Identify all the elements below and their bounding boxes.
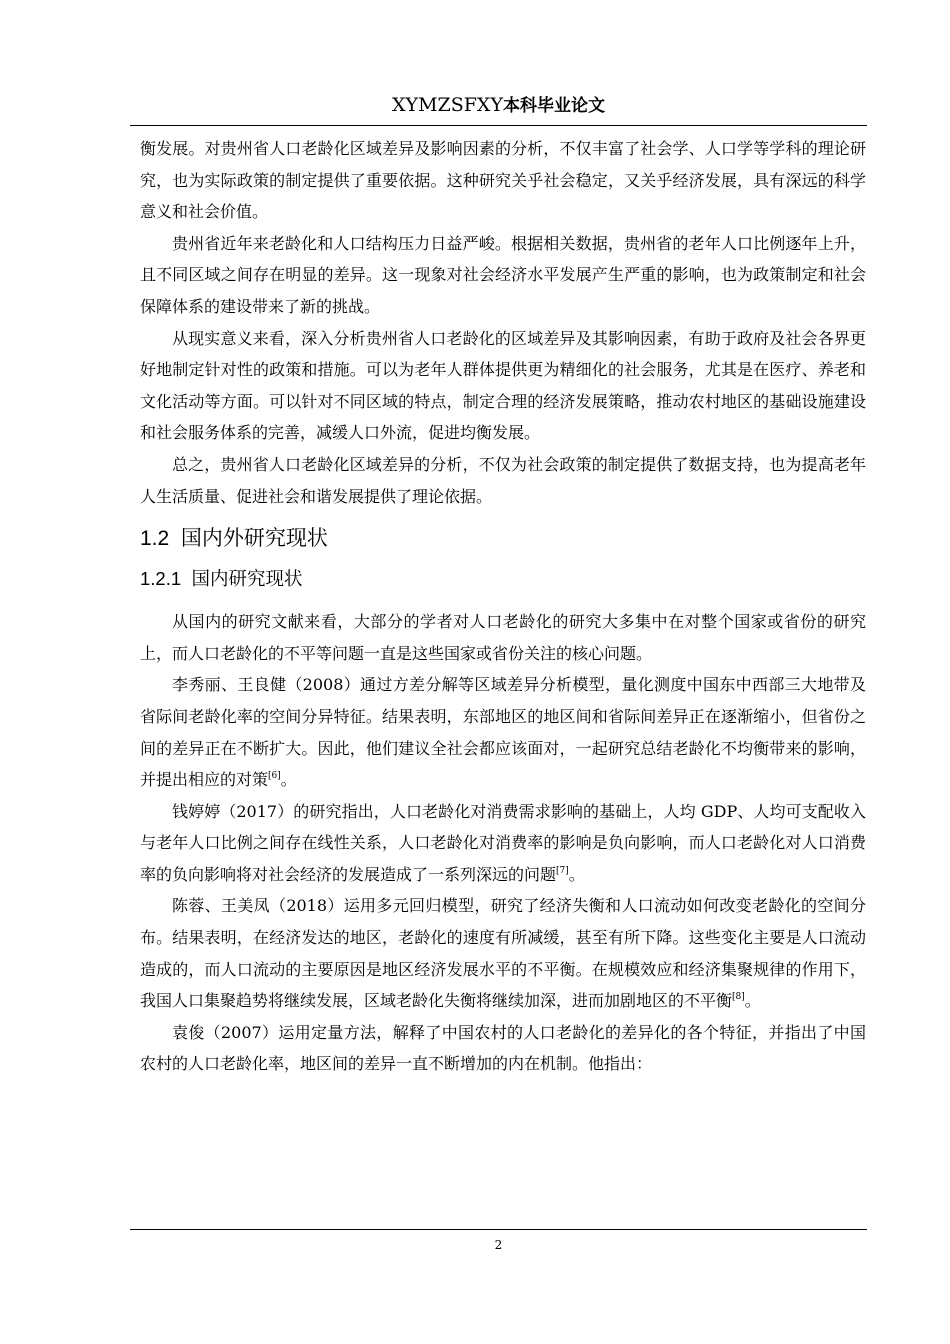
section-heading	[140, 520, 866, 558]
paragraph: 陈蓉、王美凤（2018）运用多元回归模型，研究了经济失衡和人口流动如何改变老龄化的空间分布。结果表明，在经济发达的地区，老龄化的速度有所减缓，甚至有所下降。这些变化主要是人口流动造成的，而人口流动的主要原因是地区经济发展水平的不平衡。在规模效应和经济集聚规律的作用下，我国人口集聚趋势将继续发展，区域老龄化失衡将继续加深，进而加剧地区的不平衡[8]。	[140, 896, 866, 1011]
paragraph: 从现实意义来看，深入分析贵州省人口老龄化的区域差异及其影响因素，有助于政府及社会各界更好地制定针对性的政策和措施。可以为老年人群体提供更为精细化的社会服务，尤其是在医疗、养老和文化活动等方面。可以针对不同区域的特点，制定合理的经济发展策略，推动农村地区的基础设施建设和社会服务体系的完善，减缓人口外流，促进均衡发展。	[140, 328, 866, 443]
paragraph: 钱婷婷（2017）的研究指出，人口老龄化对消费需求影响的基础上，人均 GDP、人均可支配收入与老年人口比例之间存在线性关系，人口老龄化对消费率的影响是负向影响，而人口老龄化对人口消费率的负向影响将对社会经济的发展造成了一系列深远的问题[7]。	[140, 801, 866, 884]
section-title: 国内外研究现状	[180, 527, 328, 551]
paragraph: 从国内的研究文献来看，大部分的学者对人口老龄化的研究大多集中在对整个国家或省份的研究上，而人口老龄化的不平等问题一直是这些国家或省份关注的核心问题。	[140, 612, 866, 663]
subsection-heading	[140, 560, 866, 598]
citation: [8]	[732, 992, 745, 1003]
citation: [6]	[268, 771, 281, 782]
paragraph: 李秀丽、王良健（2008）通过方差分解等区域差异分析模型，量化测度中国东中西部三大地带及省际间老龄化率的空间分异特征。结果表明，东部地区的地区间和省际间差异正在逐渐缩小，但省份之间的差异正在不断扩大。因此，他们建议全社会都应该面对，一起研究总结老龄化不均衡带来的影响，并提出相应的对策[6]。	[140, 675, 866, 790]
header-cjk: 本科毕业论文	[503, 96, 605, 116]
paragraph: 袁俊（2007）运用定量方法，解释了中国农村的人口老龄化的差异化的各个特征，并指出了中国农村的人口老龄化率，地区间的差异一直不断增加的内在机制。他指出：	[140, 1022, 866, 1074]
paragraph: 衡发展。对贵州省人口老龄化区域差异及影响因素的分析，不仅丰富了社会学、人口学等学科的理论研究，也为实际政策的制定提供了重要依据。这种研究关乎社会稳定，又关乎经济发展，具有深远的科学意义和社会价值。	[140, 139, 866, 222]
page-number: 2	[494, 1238, 503, 1252]
footer-rule	[130, 1229, 867, 1230]
header-rule	[130, 125, 867, 126]
section-number: 1.2	[140, 527, 170, 551]
citation: [7]	[556, 865, 569, 876]
page-header	[130, 92, 867, 119]
body-text	[140, 133, 866, 1080]
header-latin: XYMZSFXY	[392, 94, 503, 116]
paragraph: 贵州省近年来老龄化和人口结构压力日益严峻。根据相关数据，贵州省的老年人口比例逐年上升，且不同区域之间存在明显的差异。这一现象对社会经济水平发展产生严重的影响，也为政策制定和社会保障体系的建设带来了新的挑战。	[140, 233, 866, 316]
subsection-title: 国内研究现状	[191, 568, 303, 590]
paragraph: 总之，贵州省人口老龄化区域差异的分析，不仅为社会政策的制定提供了数据支持，也为提高老年人生活质量、促进社会和谐发展提供了理论依据。	[140, 454, 866, 506]
subsection-number: 1.2.1	[140, 568, 182, 590]
